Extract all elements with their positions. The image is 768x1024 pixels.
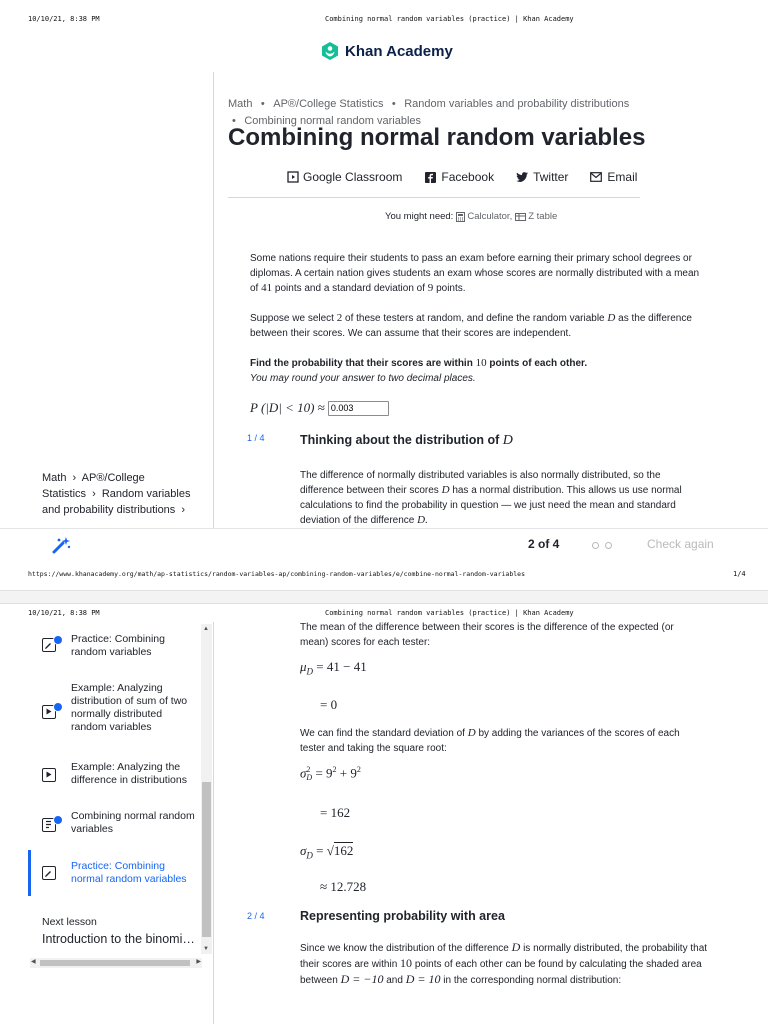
breadcrumb-separator: • <box>260 98 265 110</box>
active-indicator <box>28 850 31 896</box>
might-need-row <box>385 211 557 222</box>
progress-dot <box>592 542 599 549</box>
facebook-icon <box>425 172 436 183</box>
nav-item-example-difference[interactable]: Example: Analyzing the difference in distributions <box>30 757 200 793</box>
breadcrumb-ap-statistics[interactable]: AP®︎/College Statistics <box>273 98 384 110</box>
problem-paragraph-1: Some nations require their students to pass an exam before earning their primary school degrees or diplomas. A certain nation gives students an exam whose scores are normally distributed with a mean of 41 points and a standard deviation of 9 points. <box>250 253 700 294</box>
step-1-number: 1 / 4 <box>247 433 265 443</box>
step-2-body: Since we know the distribution of the difference D is normally distributed, the probability that their scores are within 10 points of each other can be found by calculating the shaded area between D = −10 and D = 10 in the corresponding normal distribution: <box>300 940 708 986</box>
sd-value: 9 <box>427 282 434 294</box>
print-page-number: 1/4 <box>733 570 746 578</box>
share-facebook[interactable] <box>425 170 494 184</box>
sidebar-crumb-math[interactable]: Math <box>42 472 67 484</box>
step-1-heading: Thinking about the distribution of D <box>300 433 513 448</box>
khan-logo-icon <box>320 41 340 61</box>
equation-variance-result: = 162 <box>320 805 351 820</box>
calculator-link[interactable] <box>456 211 512 222</box>
hscrollbar-thumb[interactable] <box>40 960 190 966</box>
pencil-icon <box>42 866 56 880</box>
ztable-link[interactable] <box>515 211 557 222</box>
nav-item-practice-normal-active[interactable]: Practice: Combining normal random variables <box>30 850 200 896</box>
equation-mean: $\mu_D = 41 - 41$ <box>300 659 367 677</box>
brand-name: Khan Academy <box>345 42 453 60</box>
problem-question: Find the probability that their scores are within 10 points of each other. You may round your answer to two decimal places. <box>250 357 588 384</box>
rounding-hint: You may round your answer to two decimal places. <box>250 373 476 384</box>
sidebar-scrollbar[interactable] <box>201 624 212 954</box>
breadcrumb-random-variables[interactable]: Random variables and probability distributions <box>404 98 630 110</box>
mean-value: 41 <box>261 282 273 294</box>
sidebar-crumb-random-variables[interactable]: Random variables <box>101 488 191 500</box>
footer-divider <box>0 528 768 529</box>
print-doc-title: Combining normal random variables (practice) | Khan Academy <box>325 15 574 23</box>
share-twitter-label: Twitter <box>533 170 569 184</box>
completed-badge-icon <box>53 815 63 825</box>
page-break <box>0 590 768 604</box>
share-divider <box>228 197 640 198</box>
breadcrumb-math[interactable]: Math <box>228 98 253 110</box>
sidebar-breadcrumb <box>42 470 202 518</box>
twitter-icon <box>516 172 528 182</box>
step-1-body: The difference of normally distributed variables is also normally distributed, so the difference between their scores D has a normal distribution. This allows us use normal calculations to find the probability in question — we just need the mean and standard deviation of the difference D. <box>300 470 682 524</box>
sidebar-crumb-probability[interactable]: and probability distributions <box>42 504 176 516</box>
next-lesson-link[interactable]: Introduction to the binomi… <box>42 932 195 946</box>
equation-sd-result: ≈ 12.728 <box>320 879 367 894</box>
step-2-number: 2 / 4 <box>247 911 265 921</box>
completed-badge-icon <box>53 702 63 712</box>
breadcrumb-combining[interactable]: Combining normal random variables <box>244 115 422 127</box>
probability-expression: P (|D| < 10) ≈ <box>250 400 325 415</box>
share-row <box>287 170 637 184</box>
sidebar-crumb-statistics[interactable]: Statistics <box>42 488 87 500</box>
email-icon <box>590 172 602 182</box>
exercise-progress: 2 of 4 <box>528 537 560 551</box>
share-twitter[interactable] <box>516 170 568 184</box>
page-title: Combining normal random variables <box>228 124 646 151</box>
sd-explanation: We can find the standard deviation of D by adding the variances of the scores of each tester and taking the square root: <box>300 727 680 754</box>
nav-item-example-sum[interactable]: Example: Analyzing distribution of sum of two normally distributed random variables <box>30 680 200 742</box>
scroll-up-arrow-icon[interactable]: ▲ <box>203 626 209 632</box>
share-email-label: Email <box>607 170 638 184</box>
check-again-button[interactable]: Check again <box>647 537 714 551</box>
scroll-down-arrow-icon[interactable]: ▼ <box>203 946 209 952</box>
print-url: https://www.khanacademy.org/math/ap-statistics/random-variables-ap/combining-random-variables/e/combine-normal-random-variables <box>28 570 525 578</box>
chevron-right-icon: › <box>72 472 77 484</box>
share-email[interactable] <box>590 170 637 184</box>
chevron-right-icon: › <box>92 488 96 500</box>
hint-sparkle-icon[interactable] <box>52 536 72 554</box>
answer-row <box>250 400 389 416</box>
play-video-icon <box>42 768 56 782</box>
content-divider <box>213 622 214 1024</box>
scrollbar-thumb[interactable] <box>202 782 211 937</box>
answer-input[interactable] <box>328 401 389 416</box>
google-classroom-icon <box>287 171 299 183</box>
breadcrumb-separator: • <box>232 115 236 127</box>
equation-sd: $\sigma_D = √162$ <box>300 843 354 861</box>
problem-paragraph-2: Suppose we select 2 of these testers at random, and define the random variable D as the difference between their scores. We can assume that their scores are independent. <box>250 312 692 339</box>
chevron-right-icon: › <box>181 504 186 516</box>
print-timestamp: 10/10/21, 8:38 PM <box>28 15 100 23</box>
scroll-right-arrow-icon[interactable]: ▶ <box>196 959 201 965</box>
table-icon <box>515 213 526 221</box>
nav-item-practice-combining[interactable]: Practice: Combining random variables <box>30 626 200 666</box>
equation-mean-result: = 0 <box>320 697 338 712</box>
print-timestamp: 10/10/21, 8:38 PM <box>28 609 100 617</box>
completed-badge-icon <box>53 635 63 645</box>
breadcrumb-separator: • <box>391 98 396 110</box>
sidebar-hscrollbar[interactable] <box>30 958 202 968</box>
might-need-label: You might need: <box>385 211 454 222</box>
sidebar-crumb-ap[interactable]: AP®︎/College <box>81 472 145 484</box>
progress-dots <box>592 542 612 549</box>
khan-academy-logo[interactable] <box>320 40 453 62</box>
scroll-left-arrow-icon[interactable]: ◀ <box>31 959 36 965</box>
calculator-icon <box>456 212 465 222</box>
share-google-label: Google Classroom <box>303 170 403 184</box>
print-doc-title: Combining normal random variables (practice) | Khan Academy <box>325 609 574 617</box>
share-facebook-label: Facebook <box>441 170 495 184</box>
progress-dot <box>605 542 612 549</box>
content-divider <box>213 72 214 528</box>
ztable-label: Z table <box>528 211 558 222</box>
share-google-classroom[interactable] <box>287 170 402 184</box>
equation-variance: σ2 $D = 9^2 + 9^2$ <box>300 765 361 783</box>
calculator-label: Calculator, <box>467 211 513 222</box>
step-2-heading: Representing probability with area <box>300 909 505 923</box>
next-lesson-label: Next lesson <box>42 916 97 928</box>
mean-explanation: The mean of the difference between their scores is the difference of the expected (or mean) scores for each tester: <box>300 622 674 648</box>
nav-item-combining-article[interactable]: Combining normal random variables <box>30 806 200 842</box>
